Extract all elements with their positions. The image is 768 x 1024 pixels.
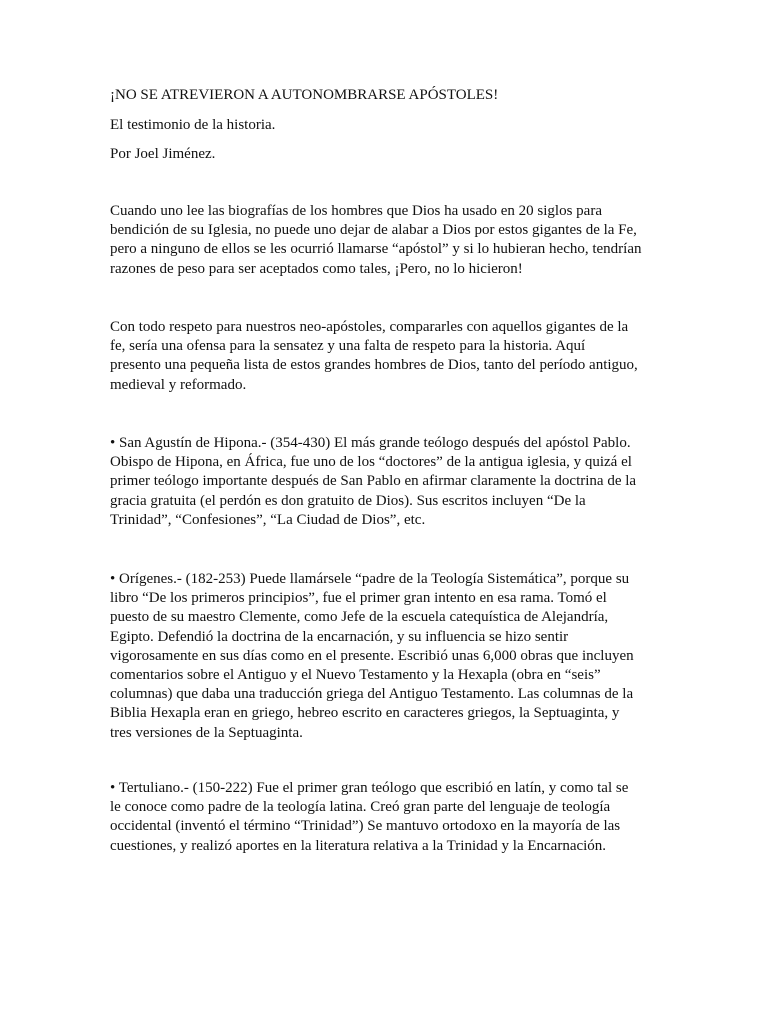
paragraph-line: le conoce como padre de la teología latina. Creó gran parte del lenguaje de teología — [110, 799, 611, 816]
paragraph-line: medieval y reformado. — [110, 376, 247, 393]
paragraph-line: razones de peso para ser aceptados como tales, ¡Pero, no lo hicieron! — [110, 260, 523, 277]
document-title: ¡NO SE ATREVIERON A AUTONOMBRARSE APÓSTOLES! — [110, 87, 499, 103]
paragraph-line: Trinidad”, “Confesiones”, “La Ciudad de Dios”, etc. — [110, 511, 426, 528]
paragraph-line: Con todo respeto para nuestros neo-apóstoles, compararles con aquellos gigantes de la — [110, 319, 629, 335]
paragraph-line: tres versiones de la Septuaginta. — [110, 724, 303, 741]
paragraph-line: Egipto. Defendió la doctrina de la encarnación, y su influencia se hizo sentir — [110, 628, 569, 645]
list-item-origenes — [110, 570, 660, 743]
paragraph-line: • Orígenes.- (182-253) Puede llamársele “padre de la Teología Sistemática”, porque su — [110, 571, 630, 587]
paragraph-line: • Tertuliano.- (150-222) Fue el primer gran teólogo que escribió en latín, y como tal se — [110, 780, 629, 796]
paragraph-line: fe, sería una ofensa para la sensatez y una falta de respeto para la historia. Aquí — [110, 338, 586, 355]
document-subtitle: El testimonio de la historia. — [110, 117, 276, 133]
paragraph-line: pero a ninguno de ellos se les ocurrió llamarse “apóstol” y si lo hubieran hecho, tendrían — [110, 241, 642, 258]
paragraph-intro — [110, 202, 660, 279]
paragraph-line: Cuando uno lee las biografías de los hombres que Dios ha usado en 20 siglos para — [110, 203, 602, 219]
paragraph-line: vigorosamente en sus días como en el presente. Escribió unas 6,000 obras que incluyen — [110, 647, 634, 664]
paragraph-line: gracia gratuita (el perdón es don gratuito de Dios). Sus escritos incluyen “De la — [110, 492, 586, 509]
paragraph-line: • San Agustín de Hipona.- (354-430) El más grande teólogo después del apóstol Pablo. — [110, 435, 631, 451]
document-byline: Por Joel Jiménez. — [110, 146, 216, 162]
list-item-tertuliano — [110, 779, 660, 856]
paragraph-line: Biblia Hexapla eran en griego, hebreo escrito en caracteres griegos, la Septuaginta, y — [110, 705, 620, 722]
paragraph-line: comentarios sobre el Antiguo y el Nuevo Testamento y la Hexapla (obra en “seis” — [110, 667, 601, 684]
paragraph-line: libro “De los primeros principios”, fue el primer gran intento en esa rama. Tomó el — [110, 590, 607, 607]
list-item-agustin — [110, 434, 660, 530]
paragraph-respect — [110, 318, 660, 395]
paragraph-line: bendición de su Iglesia, no puede uno dejar de alabar a Dios por estos gigantes de la Fe, — [110, 222, 637, 239]
paragraph-line: occidental (inventó el término “Trinidad”) Se mantuvo ortodoxo en la mayoría de las — [110, 818, 621, 835]
paragraph-line: primer teólogo importante después de San Pablo en afirmar claramente la doctrina de la — [110, 473, 637, 490]
paragraph-line: cuestiones, y realizó aportes en la literatura relativa a la Trinidad y la Encarnación. — [110, 837, 607, 854]
paragraph-line: Obispo de Hipona, en África, fue uno de los “doctores” de la antigua iglesia, y quizá el — [110, 454, 632, 471]
paragraph-line: presento una pequeña lista de estos grandes hombres de Dios, tanto del período antiguo, — [110, 357, 638, 374]
paragraph-line: puesto de su maestro Clemente, como Jefe de la escuela catequística de Alejandría, — [110, 609, 609, 626]
paragraph-line: columnas) que daba una traducción griega del Antiguo Testamento. Las columnas de la — [110, 686, 634, 703]
